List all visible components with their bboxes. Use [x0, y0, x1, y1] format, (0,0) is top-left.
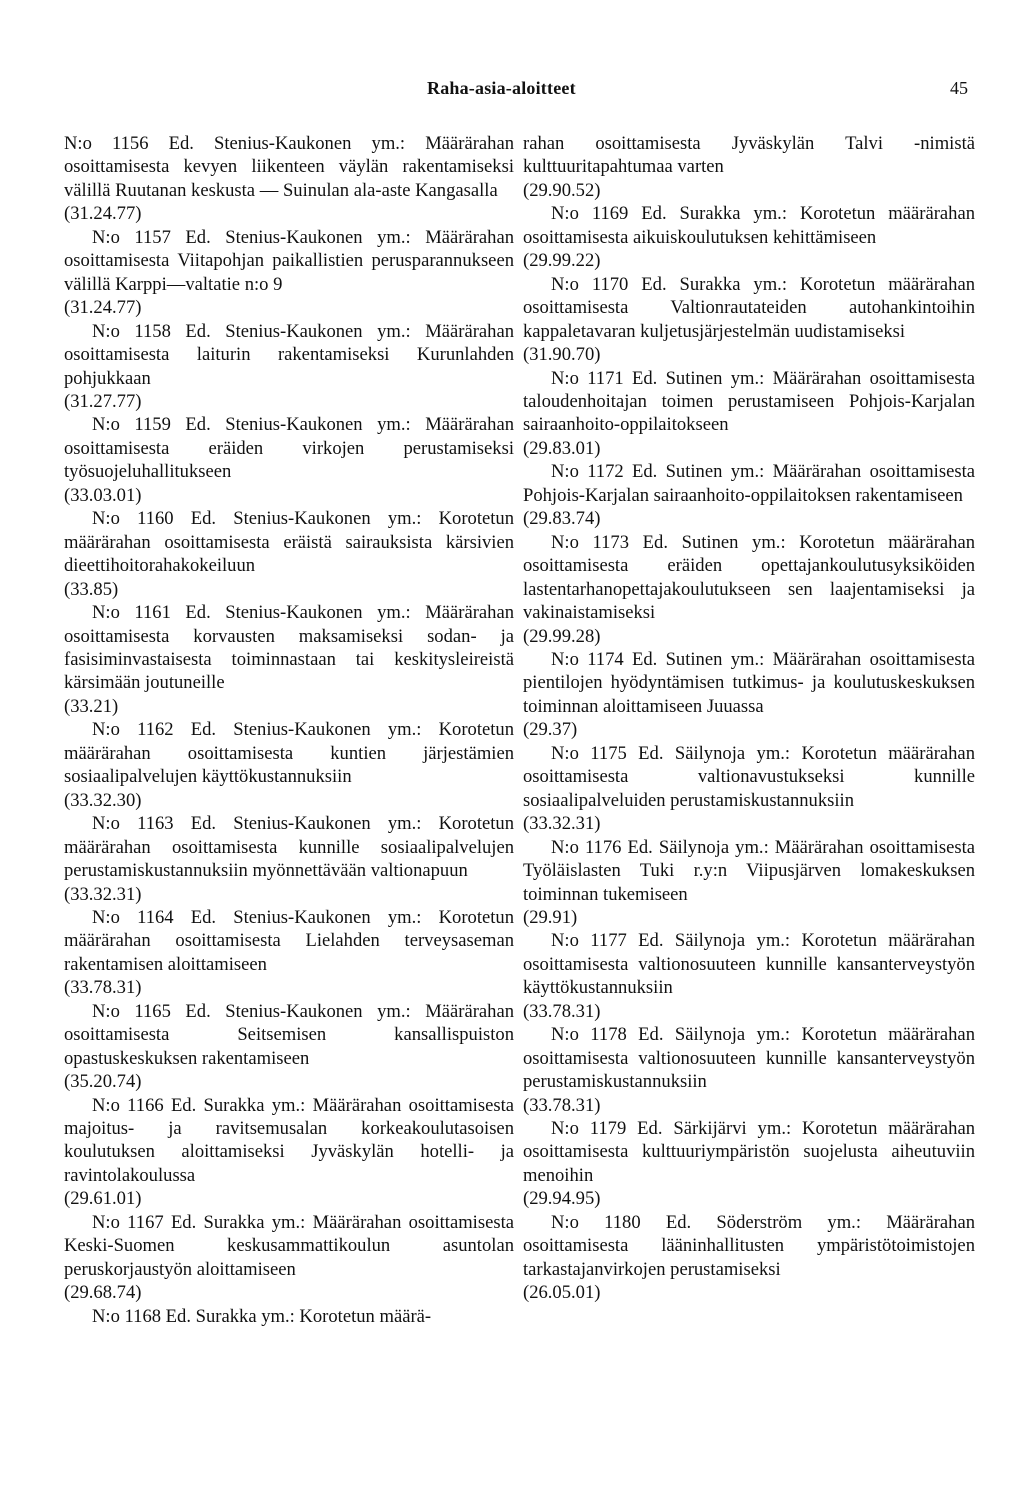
entry-1178 [523, 1023, 975, 1117]
right-column [523, 132, 975, 1305]
entry-code: (29.99.22) [523, 250, 601, 272]
page-number: 45 [950, 78, 968, 98]
entry-1166 [64, 1094, 514, 1211]
entry-1179 [523, 1117, 975, 1211]
entry-code: (29.90.52) [523, 179, 601, 201]
entry-1160 [64, 507, 514, 601]
entry-text: N:o 1169 Ed. Surakka ym.: Korotetun määrärahan osoittamisesta aikuiskoulutuksen kehittämiseen [523, 203, 975, 248]
entry-code: (33.03.01) [64, 484, 142, 506]
entry-1163 [64, 812, 514, 906]
entry-text: N:o 1166 Ed. Surakka ym.: Määrärahan osoittamisesta majoitus- ja ravitsemusalan korkeakoulutasoisen koulutuksen aloittamiseksi Jyväskylän hotelli- ja ravintolakoulussa [64, 1094, 514, 1186]
entry-text: N:o 1160 Ed. Stenius-Kaukonen ym.: Korotetun määrärahan osoittamisesta eräistä sairauksista kärsivien dieettihoitorahakokeiluun [64, 508, 514, 577]
entry-code: (26.05.01) [523, 1282, 601, 1304]
entry-code: (31.27.77) [64, 390, 142, 412]
entry-1156 [64, 132, 514, 226]
entry-text: N:o 1159 Ed. Stenius-Kaukonen ym.: Määrärahan osoittamisesta eräiden virkojen perustamiseksi työsuojeluhallitukseen [64, 414, 514, 483]
entry-text: N:o 1175 Ed. Säilynoja ym.: Korotetun määrärahan osoittamisesta valtionavustukseksi kunnille sosiaalipalveluiden perustamiskustannuksiin [523, 742, 975, 811]
entry-code: (33.78.31) [523, 1094, 601, 1116]
entry-1172 [523, 460, 975, 530]
entry-text: N:o 1167 Ed. Surakka ym.: Määrärahan osoittamisesta Keski-Suomen keskusammattikoulun asuntolan peruskorjaustyön aloittamiseen [64, 1211, 514, 1280]
entry-code: (31.24.77) [64, 203, 142, 225]
entry-1170 [523, 273, 975, 367]
entry-text: N:o 1176 Ed. Säilynoja ym.: Määrärahan osoittamisesta Työläislasten Tuki r.y:n Viipusjärven lomakeskuksen toiminnan tukemiseen [523, 836, 975, 905]
entry-text: N:o 1174 Ed. Sutinen ym.: Määrärahan osoittamisesta pientilojen hyödyntämisen tutkimus- ja koulutuskeskuksen toiminnan aloittamiseen Juuassa [523, 648, 975, 717]
entry-1177 [523, 929, 975, 1023]
entry-text: N:o 1156 Ed. Stenius-Kaukonen ym.: Määrärahan osoittamisesta kevyen liikenteen väylän rakentamiseksi välillä Ruutanan keskusta — Suinulan ala-aste Kangasalla [64, 133, 514, 201]
left-column [64, 132, 514, 1328]
entry-text: N:o 1178 Ed. Säilynoja ym.: Korotetun määrärahan osoittamisesta valtionosuuteen kunnille kansanterveystyön perustamiskustannuksiin [523, 1024, 975, 1093]
entry-code: (31.90.70) [523, 344, 601, 366]
entry-text: N:o 1173 Ed. Sutinen ym.: Korotetun määrärahan osoittamisesta eräiden opettajankoulutusyksiköiden lastentarhanopettajakoulutukseen sen laajentamiseksi ja vakinaistamiseksi [523, 531, 975, 624]
entry-text: N:o 1163 Ed. Stenius-Kaukonen ym.: Korotetun määrärahan osoittamisesta kunnille sosiaalipalvelujen perustamiskustannuksiin myönnettävään valtionapuun [64, 813, 514, 882]
entry-1161 [64, 601, 514, 718]
entry-text: N:o 1179 Ed. Särkijärvi ym.: Korotetun määrärahan osoittamisesta kulttuuriympäristön suojelusta aiheutuviin menoihin [523, 1118, 975, 1186]
entry-text: N:o 1177 Ed. Säilynoja ym.: Korotetun määrärahan osoittamisesta valtionosuuteen kunnille kansanterveystyön käyttökustannuksiin [523, 930, 975, 999]
entry-text: rahan osoittamisesta Jyväskylän Talvi -nimistä kulttuuritapahtumaa varten [523, 133, 975, 178]
entry-text: N:o 1180 Ed. Söderström ym.: Määrärahan osoittamisesta lääninhallitusten ympäristötoimistojen tarkastajanvirkojen perustamiseksi [523, 1211, 975, 1280]
entry-1174 [523, 648, 975, 742]
entry-code: (33.78.31) [64, 977, 142, 999]
page-header [0, 78, 1024, 102]
entry-code: (29.61.01) [64, 1188, 142, 1210]
entry-1169 [523, 202, 975, 272]
entry-code: (35.20.74) [64, 1071, 142, 1093]
running-title: Raha-asia-aloitteet [427, 78, 576, 98]
entry-code: (31.24.77) [64, 297, 142, 319]
entry-text: N:o 1170 Ed. Surakka ym.: Korotetun määrärahan osoittamisesta Valtionrautateiden autohankintoihin kappaletavaran kuljetusjärjestelmän uudistamiseksi [523, 273, 975, 342]
entry-text: N:o 1168 Ed. Surakka ym.: Korotetun määrä- [92, 1305, 432, 1327]
entry-1157 [64, 226, 514, 320]
entry-1168-continued [523, 132, 975, 202]
entry-code: (33.78.31) [523, 1000, 601, 1022]
entry-text: N:o 1164 Ed. Stenius-Kaukonen ym.: Korotetun määrärahan osoittamisesta Lielahden terveysaseman rakentamisen aloittamiseen [64, 906, 514, 975]
entry-1175 [523, 742, 975, 836]
entry-code: (29.83.74) [523, 508, 601, 530]
entry-code: (29.94.95) [523, 1188, 601, 1210]
entry-code: (33.32.30) [64, 789, 142, 811]
entry-1171 [523, 367, 975, 461]
entry-1158 [64, 320, 514, 414]
entry-text: N:o 1157 Ed. Stenius-Kaukonen ym.: Määrärahan osoittamisesta Viitapohjan paikallistien perusparannukseen välillä Karppi—valtatie n:o 9 [64, 226, 514, 295]
entry-1165 [64, 1000, 514, 1094]
entry-code: (33.85) [64, 578, 119, 600]
entry-code: (29.37) [523, 719, 578, 741]
entry-code: (33.32.31) [64, 883, 142, 905]
entry-1167 [64, 1211, 514, 1305]
entry-text: N:o 1165 Ed. Stenius-Kaukonen ym.: Määrärahan osoittamisesta Seitsemisen kansallispuiston opastuskeskuksen rakentamiseen [64, 1000, 514, 1069]
entry-text: N:o 1162 Ed. Stenius-Kaukonen ym.: Korotetun määrärahan osoittamisesta kuntien järjestämien sosiaalipalvelujen käyttökustannuksiin [64, 719, 514, 788]
entry-1180 [523, 1211, 975, 1305]
entry-1168 [64, 1305, 514, 1328]
entry-code: (29.68.74) [64, 1282, 142, 1304]
entry-code: (33.21) [64, 695, 119, 717]
entry-text: N:o 1158 Ed. Stenius-Kaukonen ym.: Määrärahan osoittamisesta laiturin rakentamiseksi Kurunlahden pohjukkaan [64, 320, 514, 389]
entry-text: N:o 1172 Ed. Sutinen ym.: Määrärahan osoittamisesta Pohjois-Karjalan sairaanhoito-oppilaitoksen rakentamiseen [523, 461, 975, 506]
entry-text: N:o 1161 Ed. Stenius-Kaukonen ym.: Määrärahan osoittamisesta korvausten maksamiseksi sodan- ja fasisiminvastaisesta toiminnastaan tai keskitysleireistä kärsimään joutuneille [64, 602, 514, 694]
entry-1164 [64, 906, 514, 1000]
entry-1162 [64, 718, 514, 812]
entry-code: (33.32.31) [523, 813, 601, 835]
entry-code: (29.91) [523, 906, 578, 928]
entry-code: (29.83.01) [523, 437, 601, 459]
entry-text: N:o 1171 Ed. Sutinen ym.: Määrärahan osoittamisesta taloudenhoitajan toimen perustamiseen Pohjois-Karjalan sairaanhoito-oppilaitokseen [523, 367, 975, 436]
entry-1173 [523, 531, 975, 648]
entry-code: (29.99.28) [523, 625, 601, 647]
entry-1176 [523, 836, 975, 930]
entry-1159 [64, 413, 514, 507]
